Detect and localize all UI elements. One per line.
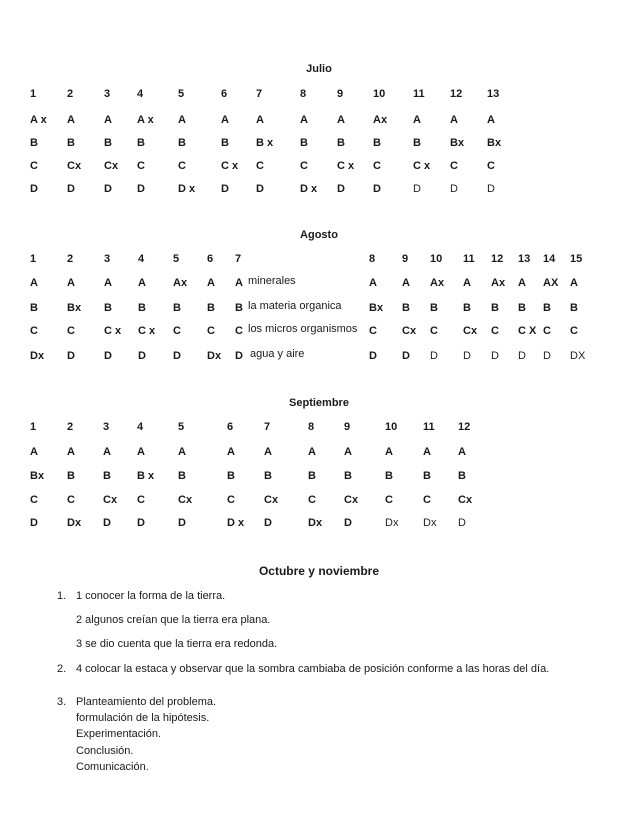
julio-cell: D — [337, 183, 345, 195]
agosto-cell: D — [138, 350, 146, 362]
agosto-cell: B — [138, 302, 146, 314]
julio-cell: 13 — [487, 88, 500, 100]
septiembre-cell: Dx — [423, 517, 437, 529]
agosto-cell: C X — [518, 325, 537, 337]
julio-cell: A — [487, 114, 495, 126]
agosto-cell: A — [30, 277, 38, 289]
julio-cell: D — [487, 183, 495, 195]
septiembre-cell: 9 — [344, 421, 351, 433]
agosto-cell: B — [491, 302, 499, 314]
list-line: 4 colocar la estaca y observar que la sombra cambiaba de posición conforme a las horas del día. — [76, 663, 550, 675]
julio-cell: D — [67, 183, 75, 195]
julio-cell: Ax — [373, 114, 388, 126]
septiembre-cell: D — [30, 517, 38, 529]
agosto-cell: C — [369, 325, 377, 337]
list-number-2: 2. — [57, 663, 67, 675]
septiembre-cell: C — [67, 494, 75, 506]
septiembre-cell: D — [178, 517, 186, 529]
septiembre-cell: B — [344, 470, 352, 482]
septiembre-cell: Bx — [30, 470, 45, 482]
julio-cell: 2 — [67, 88, 74, 100]
septiembre-cell: A — [308, 446, 316, 458]
julio-cell: A — [104, 114, 112, 126]
agosto-cell: 3 — [104, 253, 111, 265]
julio-cell: D x — [178, 183, 196, 195]
julio-cell: D — [256, 183, 264, 195]
agosto-cell: 6 — [207, 253, 214, 265]
julio-cell: C — [487, 160, 495, 172]
list-line: 1 conocer la forma de la tierra. — [76, 590, 226, 602]
julio-cell: 5 — [178, 88, 185, 100]
septiembre-cell: B x — [137, 470, 155, 482]
agosto-cell: B — [104, 302, 112, 314]
julio-cell: B — [300, 137, 308, 149]
julio-cell: 3 — [104, 88, 111, 100]
julio-cell: B — [413, 137, 421, 149]
list-line: Conclusión. — [76, 745, 134, 757]
agosto-cell: C — [207, 325, 215, 337]
agosto-cell: C — [491, 325, 499, 337]
agosto-cell: B — [543, 302, 551, 314]
julio-row-2 — [0, 114, 638, 128]
agosto-cell: C — [173, 325, 181, 337]
septiembre-cell: D x — [227, 517, 245, 529]
julio-cell: D x — [300, 183, 318, 195]
agosto-cell: 14 — [543, 253, 556, 265]
septiembre-cell: 11 — [423, 421, 435, 433]
julio-cell: C — [256, 160, 264, 172]
julio-cell: 4 — [137, 88, 144, 100]
julio-heading: Julio — [306, 63, 332, 75]
julio-cell: B — [30, 137, 38, 149]
julio-cell: 9 — [337, 88, 344, 100]
list-line: Experimentación. — [76, 728, 161, 740]
septiembre-row-2 — [0, 446, 638, 460]
agosto-cell: 5 — [173, 253, 180, 265]
agosto-cell: Cx — [463, 325, 478, 337]
agosto-cell: C — [30, 325, 38, 337]
agosto-cell: 13 — [518, 253, 531, 265]
julio-cell: D — [104, 183, 112, 195]
septiembre-cell: C — [30, 494, 38, 506]
julio-cell: C — [137, 160, 145, 172]
julio-cell: C — [373, 160, 381, 172]
julio-cell: B — [221, 137, 229, 149]
agosto-cell: D — [463, 350, 471, 362]
list-line: 3 se dio cuenta que la tierra era redonda. — [76, 638, 278, 650]
septiembre-cell: B — [227, 470, 235, 482]
septiembre-cell: 4 — [137, 421, 144, 433]
note-minerales: minerales — [248, 275, 296, 287]
agosto-cell: Bx — [67, 302, 82, 314]
julio-cell: 8 — [300, 88, 307, 100]
agosto-cell: D — [491, 350, 499, 362]
agosto-heading: Agosto — [300, 229, 338, 241]
julio-cell: D — [373, 183, 381, 195]
agosto-cell: Ax — [430, 277, 445, 289]
septiembre-cell: A — [103, 446, 111, 458]
agosto-cell: C — [570, 325, 578, 337]
septiembre-cell: A — [264, 446, 272, 458]
septiembre-cell: Dx — [308, 517, 323, 529]
julio-cell: C — [30, 160, 38, 172]
septiembre-cell: B — [308, 470, 316, 482]
julio-cell: A — [450, 114, 458, 126]
septiembre-cell: A — [227, 446, 235, 458]
agosto-cell: B — [402, 302, 410, 314]
julio-cell: A — [413, 114, 421, 126]
septiembre-cell: B — [423, 470, 431, 482]
julio-cell: A x — [137, 114, 154, 126]
septiembre-cell: A — [344, 446, 352, 458]
agosto-cell: 11 — [463, 253, 475, 265]
agosto-cell: C — [67, 325, 75, 337]
julio-row-4 — [0, 160, 638, 174]
septiembre-cell: D — [137, 517, 145, 529]
agosto-row-5 — [0, 350, 638, 364]
agosto-cell: Cx — [402, 325, 417, 337]
agosto-cell: A — [402, 277, 410, 289]
agosto-cell: C — [235, 325, 243, 337]
septiembre-cell: B — [103, 470, 111, 482]
septiembre-cell: C — [137, 494, 145, 506]
julio-cell: A x — [30, 114, 47, 126]
list-line: formulación de la hipótesis. — [76, 712, 210, 724]
agosto-cell: Ax — [173, 277, 188, 289]
agosto-cell: D — [430, 350, 438, 362]
septiembre-cell: D — [103, 517, 111, 529]
julio-cell: Bx — [450, 137, 465, 149]
julio-cell: B x — [256, 137, 274, 149]
julio-cell: 6 — [221, 88, 228, 100]
septiembre-cell: Cx — [458, 494, 473, 506]
julio-row-3 — [0, 137, 638, 151]
julio-cell: Cx — [67, 160, 82, 172]
agosto-cell: Bx — [369, 302, 384, 314]
agosto-cell: A — [104, 277, 112, 289]
agosto-cell: 1 — [30, 253, 37, 265]
septiembre-cell: Cx — [103, 494, 118, 506]
septiembre-cell: A — [137, 446, 145, 458]
agosto-cell: Dx — [30, 350, 45, 362]
julio-cell: C — [300, 160, 308, 172]
julio-cell: B — [104, 137, 112, 149]
agosto-cell: D — [402, 350, 410, 362]
agosto-cell: B — [518, 302, 526, 314]
list-line: Comunicación. — [76, 761, 149, 773]
list-line: 2 algunos creían que la tierra era plana. — [76, 614, 271, 626]
septiembre-cell: Dx — [67, 517, 82, 529]
julio-cell: D — [221, 183, 229, 195]
agosto-cell: B — [173, 302, 181, 314]
septiembre-cell: C — [385, 494, 393, 506]
julio-cell: B — [67, 137, 75, 149]
septiembre-cell: 10 — [385, 421, 398, 433]
agosto-cell: D — [104, 350, 112, 362]
agosto-cell: 9 — [402, 253, 409, 265]
septiembre-cell: B — [458, 470, 466, 482]
septiembre-cell: 6 — [227, 421, 234, 433]
agosto-cell: A — [67, 277, 75, 289]
septiembre-cell: C — [423, 494, 431, 506]
septiembre-cell: D — [458, 517, 466, 529]
agosto-cell: A — [207, 277, 215, 289]
agosto-row-1 — [0, 253, 638, 267]
septiembre-cell: Cx — [178, 494, 193, 506]
octubre-heading: Octubre y noviembre — [258, 564, 380, 578]
julio-cell: Cx — [104, 160, 119, 172]
list-number-1: 1. — [57, 590, 67, 602]
note-agua-aire: agua y aire — [250, 348, 305, 360]
septiembre-cell: 3 — [103, 421, 110, 433]
julio-cell: 7 — [256, 88, 263, 100]
julio-cell: B — [178, 137, 186, 149]
septiembre-cell: 8 — [308, 421, 315, 433]
julio-cell: Bx — [487, 137, 502, 149]
julio-cell: A — [300, 114, 308, 126]
julio-cell: 11 — [413, 88, 425, 100]
julio-cell: C — [450, 160, 458, 172]
agosto-cell: 2 — [67, 253, 74, 265]
julio-row-5 — [0, 183, 638, 197]
agosto-cell: 8 — [369, 253, 376, 265]
julio-cell: C x — [221, 160, 239, 172]
agosto-cell: A — [138, 277, 146, 289]
septiembre-cell: A — [458, 446, 466, 458]
agosto-cell: B — [30, 302, 38, 314]
agosto-cell: A — [518, 277, 526, 289]
agosto-cell: 7 — [235, 253, 242, 265]
agosto-cell: D — [369, 350, 377, 362]
agosto-cell: B — [570, 302, 578, 314]
septiembre-cell: D — [264, 517, 272, 529]
agosto-cell: 15 — [570, 253, 583, 265]
julio-row-1 — [0, 88, 638, 102]
julio-cell: A — [337, 114, 345, 126]
septiembre-row-5 — [0, 517, 638, 531]
septiembre-cell: A — [423, 446, 431, 458]
agosto-cell: D — [543, 350, 551, 362]
septiembre-cell: Dx — [385, 517, 399, 529]
julio-cell: 12 — [450, 88, 463, 100]
septiembre-cell: A — [178, 446, 186, 458]
septiembre-cell: C — [227, 494, 235, 506]
agosto-row-2 — [0, 277, 638, 291]
agosto-cell: DX — [570, 350, 586, 362]
septiembre-cell: A — [30, 446, 38, 458]
septiembre-cell: 2 — [67, 421, 74, 433]
julio-cell: C x — [337, 160, 355, 172]
agosto-cell: B — [430, 302, 438, 314]
julio-cell: A — [256, 114, 264, 126]
septiembre-cell: B — [67, 470, 75, 482]
septiembre-cell: 5 — [178, 421, 185, 433]
agosto-cell: A — [570, 277, 578, 289]
julio-cell: 10 — [373, 88, 386, 100]
agosto-cell: B — [207, 302, 215, 314]
septiembre-cell: C — [308, 494, 316, 506]
agosto-cell: A — [369, 277, 377, 289]
agosto-cell: D — [235, 350, 243, 362]
agosto-cell: D — [518, 350, 526, 362]
septiembre-cell: 1 — [30, 421, 37, 433]
septiembre-cell: 12 — [458, 421, 471, 433]
note-micros-organismos: los micros organismos — [248, 323, 358, 335]
agosto-cell: C x — [138, 325, 156, 337]
septiembre-heading: Septiembre — [289, 397, 349, 409]
julio-cell: B — [373, 137, 381, 149]
julio-cell: B — [137, 137, 145, 149]
agosto-cell: C x — [104, 325, 122, 337]
list-number-3: 3. — [57, 696, 67, 708]
list-line: Planteamiento del problema. — [76, 696, 217, 708]
julio-cell: C — [178, 160, 186, 172]
julio-cell: D — [30, 183, 38, 195]
septiembre-cell: Cx — [264, 494, 279, 506]
julio-cell: D — [137, 183, 145, 195]
septiembre-cell: 7 — [264, 421, 271, 433]
julio-cell: B — [337, 137, 345, 149]
agosto-cell: 12 — [491, 253, 504, 265]
julio-cell: D — [413, 183, 421, 195]
septiembre-row-4 — [0, 494, 638, 508]
septiembre-cell: B — [385, 470, 393, 482]
agosto-cell: Dx — [207, 350, 222, 362]
agosto-cell: AX — [543, 277, 559, 289]
julio-cell: A — [67, 114, 75, 126]
septiembre-cell: A — [385, 446, 393, 458]
note-materia-organica: la materia organica — [248, 300, 342, 312]
agosto-cell: Ax — [491, 277, 506, 289]
julio-cell: A — [221, 114, 229, 126]
agosto-cell: 10 — [430, 253, 443, 265]
agosto-cell: C — [430, 325, 438, 337]
septiembre-cell: D — [344, 517, 352, 529]
agosto-cell: B — [463, 302, 471, 314]
septiembre-row-3 — [0, 470, 638, 484]
septiembre-row-1 — [0, 421, 638, 435]
agosto-cell: D — [173, 350, 181, 362]
agosto-cell: A — [235, 277, 243, 289]
septiembre-cell: A — [67, 446, 75, 458]
agosto-cell: C — [543, 325, 551, 337]
julio-cell: 1 — [30, 88, 37, 100]
septiembre-cell: B — [178, 470, 186, 482]
septiembre-cell: Cx — [344, 494, 359, 506]
agosto-cell: 4 — [138, 253, 145, 265]
agosto-cell: A — [463, 277, 471, 289]
agosto-cell: B — [235, 302, 243, 314]
julio-cell: D — [450, 183, 458, 195]
julio-cell: C x — [413, 160, 431, 172]
agosto-cell: D — [67, 350, 75, 362]
julio-cell: A — [178, 114, 186, 126]
septiembre-cell: B — [264, 470, 272, 482]
